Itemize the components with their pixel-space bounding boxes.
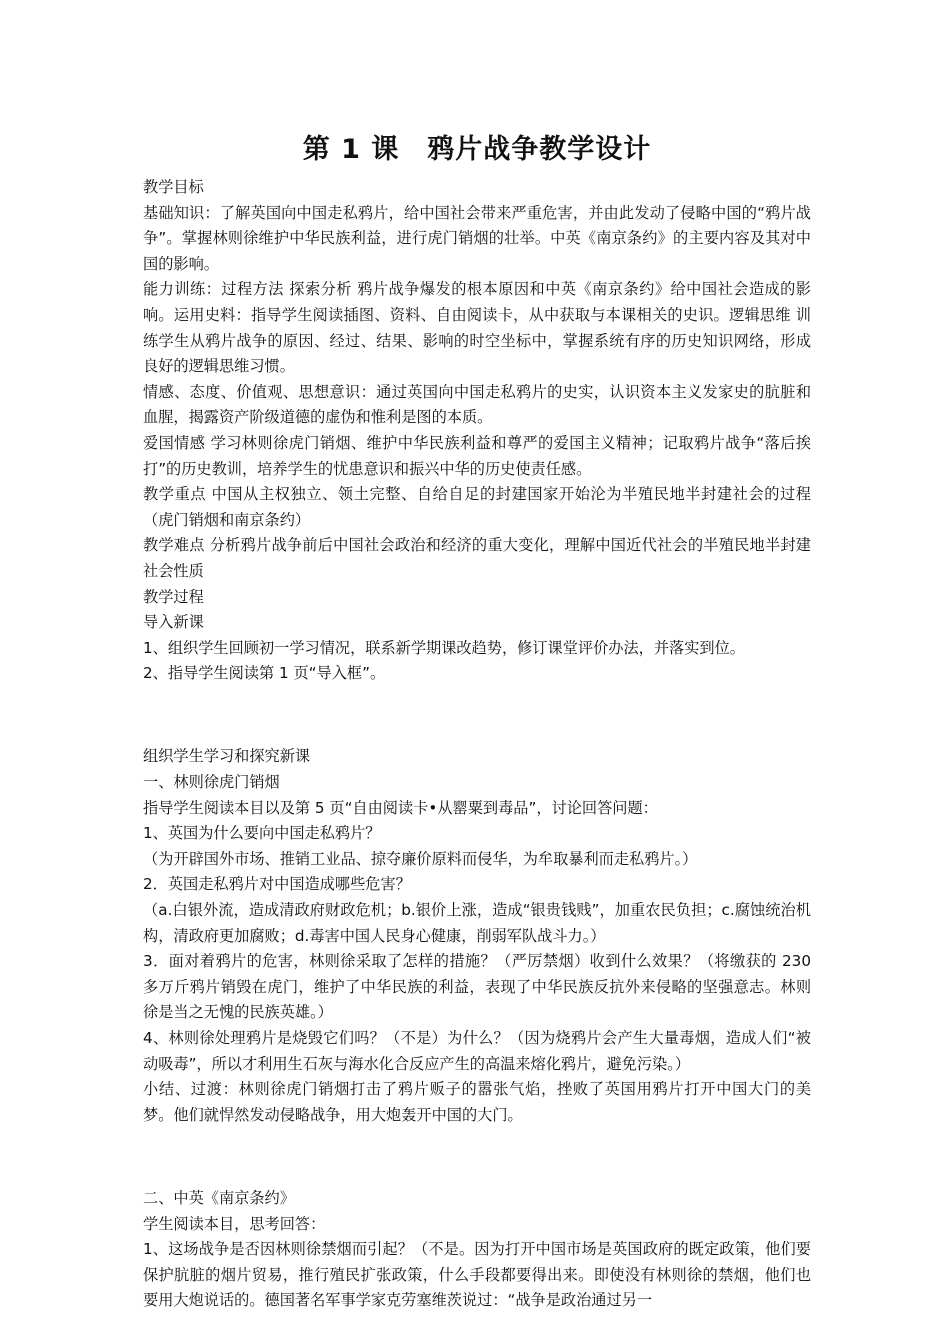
paragraph: 爱国情感 学习林则徐虎门销烟、维护中华民族利益和尊严的爱国主义精神；记取鸦片战争“落后挨打”的历史教训，培养学生的忧患意识和振兴中华的历史使责任感。: [143, 433, 811, 478]
paragraph: 学生阅读本目，思考回答：: [143, 1214, 326, 1233]
document-page: [143, 128, 811, 1314]
paragraph: 导入新课: [143, 613, 204, 632]
paragraph: 3．面对着鸦片的危害，林则徐采取了怎样的措施？（严厉禁烟）收到什么效果？（将缴获的 230 多万斤鸦片销毁在虎门，维护了中华民族的利益，表现了中华民族反抗外来侵略的坚强意志。林则徐是当之无愧的民族英雄。）: [143, 952, 811, 1022]
paragraph: 基础知识：了解英国向中国走私鸦片，给中国社会带来严重危害，并由此发动了侵略中国的“鸦片战争”。掌握林则徐维护中华民族利益，进行虎门销烟的壮举。中英《南京条约》的主要内容及其对中国的影响。: [143, 203, 811, 273]
document-title: 第 1 课 鸦片战争教学设计: [302, 134, 652, 165]
paragraph: （为开辟国外市场、推销工业品、掠夺廉价原料而侵华，为牟取暴利而走私鸦片。）: [143, 849, 698, 868]
paragraph: 1、组织学生回顾初一学习情况，联系新学期课改趋势，修订课堂评价办法，并落实到位。: [143, 638, 745, 657]
blank-line: [143, 703, 811, 729]
paragraph: 小结、过渡：林则徐虎门销烟打击了鸦片贩子的嚣张气焰，挫败了英国用鸦片打开中国大门的美梦。他们就悍然发动侵略战争，用大炮轰开中国的大门。: [143, 1080, 811, 1124]
document-body: [143, 175, 811, 1314]
paragraph: 1、这场战争是否因林则徐禁烟而引起？（不是。因为打开中国市场是英国政府的既定政策，他们要保护肮脏的烟片贸易，推行殖民扩张政策，什么手段都要得出来。即使没有林则徐的禁烟，他们也要用大炮说话的。德国著名军事学家克劳塞维茨说过：“战争是政治通过另一: [143, 1240, 811, 1310]
paragraph: 2、指导学生阅读第 1 页“导入框”。: [143, 664, 386, 683]
paragraph: 教学难点 分析鸦片战争前后中国社会政治和经济的重大变化，理解中国近代社会的半殖民地半封建社会性质: [143, 536, 811, 580]
paragraph: 教学重点 中国从主权独立、领土完整、自给自足的封建国家开始沦为半殖民地半封建社会的过程（虎门销烟和南京条约）: [143, 485, 811, 529]
paragraph: 一、林则徐虎门销烟: [143, 773, 280, 792]
paragraph: 二、中英《南京条约》: [143, 1188, 295, 1207]
paragraph: 能力训练：过程方法 探索分析 鸦片战争爆发的根本原因和中英《南京条约》给中国社会造成的影响。运用史料：指导学生阅读插图、资料、自由阅读卡，从中获取与本课相关的史识。逻辑思维 训练学生从鸦片战争的原因、经过、结果、影响的时空坐标中，掌握系统有序的历史知识网络，形成良好的逻辑思维习惯。: [143, 280, 811, 376]
paragraph: 教学目标: [143, 178, 204, 196]
paragraph: 指导学生阅读本目以及第 5 页“自由阅读卡•从罂粟到毒品”，讨论回答问题：: [143, 798, 658, 817]
paragraph: （a.白银外流，造成清政府财政危机；b.银价上涨，造成“银贵钱贱”，加重农民负担；c.腐蚀统治机构，清政府更加腐败；d.毒害中国人民身心健康，削弱军队战斗力。）: [143, 901, 811, 945]
paragraph: 4、林则徐处理鸦片是烧毁它们吗？（不是）为什么？（因为烧鸦片会产生大量毒烟，造成人们“被动吸毒”，所以才利用生石灰与海水化合反应产生的高温来熔化鸦片，避免污染。）: [143, 1029, 811, 1073]
paragraph: 1、英国为什么要向中国走私鸦片？: [143, 824, 381, 843]
paragraph: 组织学生学习和探究新课: [143, 747, 311, 766]
blank-line: [143, 1144, 811, 1170]
paragraph: 情感、态度、价值观、思想意识：通过英国向中国走私鸦片的史实，认识资本主义发家史的肮脏和血腥，揭露资产阶级道德的虚伪和惟利是图的本质。: [143, 382, 811, 427]
paragraph: 2．英国走私鸦片对中国造成哪些危害？: [143, 875, 411, 894]
paragraph: 教学过程: [143, 587, 204, 606]
